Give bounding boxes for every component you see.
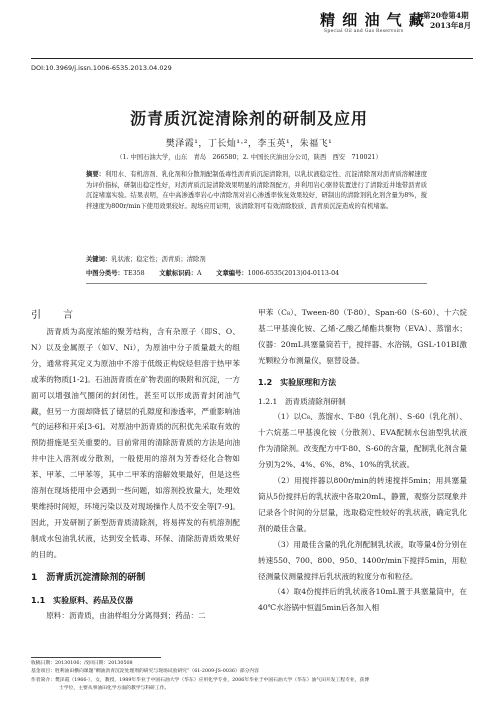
right-column	[258, 305, 467, 616]
issue-volume: 第20卷第4期	[423, 11, 469, 20]
intro-heading: 引 言	[31, 310, 79, 321]
materials-continued: 甲苯（C₈）、Tween-80（T-80）、Span-60（S-60）、十六烷基二甲基溴化铵、乙烯-乙酸乙烯酯共聚物（EVA）、蒸馏水；仪器：20mL具塞量筒若干，搅拌器、水浴锅，GSL-101BI激光颗粒分布测量仪，驱替设备。	[258, 308, 467, 365]
intro-paragraph: 沥青质为高度浓缩的聚芳结构，含有杂原子（即S、O、N）以及金属原子（如V、Ni），为原油中分子质量最大的组分，通常将其定义为原油中不溶于低级正构烷烃但溶于热甲苯或苯的物质[1-2]。石油沥青质在矿物表面的吸附和沉淀，一方面可以增强油气圈闭的封闭性，甚至可以形成沥青封闭油气藏，但另一方面却降低了储层的孔隙度和渗透率，严重影响油气的运移和开采[3-6]。对原油中沥青质的沉积优先采取有效的预防措施是至关重要的。目前常用的清除沥青质的方法是向油井中注入溶剂或分散剂，一般使用的溶剂为芳香烃化合物如苯、甲苯、二甲苯等，其中二甲苯的溶解效果最好，但是这些溶剂在现场使用中会遇到一些问题，如溶剂投放量大，处理效果维持时间短，环境污染以及对现场操作人员不安全等[7-9]。因此，开发研制了新型沥青质清除剂，将易挥发的有机溶剂配制成水包油乳状液，达到安全低毒、环保、清除沥青质效果好的目的。	[31, 327, 240, 559]
step-4: （4）取4份搅拌后的乳状液各10mL置于具塞量筒中，在40℃水浴锅中恒温5min后各加入相	[258, 587, 467, 613]
materials-paragraph: 原料：沥青质，由油样组分分离得到；药品：二	[46, 611, 206, 621]
authors: 樊泽霞¹，丁长灿¹·²，李玉英¹，朱福飞¹	[165, 139, 333, 149]
footnote-author-cont: 士学位，主要从事油田化学方面的教学与科研工作。	[59, 686, 170, 692]
footnote-funding: 基金项目：胜利油田横向课题“稠油沥青沉淀处理剂的研究与现场试验研究”（61-2009-JS-0036）部分内容	[31, 669, 259, 675]
section-1-1-heading: 1.1 实验原料、药品及仪器	[31, 595, 134, 605]
keywords-label: 关键词：	[86, 256, 112, 263]
paper-title: 沥青质沉淀清除剂的研制及应用	[129, 109, 368, 128]
abstract-label: 摘要：	[86, 171, 105, 178]
footnote-author: 作者简介：樊泽霞（1966-），女，教授，1989年毕业于中国石油大学（华东）应用化学专业，2006年毕业于中国石油大学（华东）油气田开发工程专业，获博	[31, 677, 370, 683]
keywords	[86, 254, 427, 263]
footnotes	[31, 660, 474, 694]
journal-logo-text: 精 细 油 气 藏	[320, 11, 425, 29]
abstract-rule	[86, 283, 427, 284]
step-3: （3）用最佳含量的乳化剂配制乳状液，取等量4份分别在转速550、700、800、950、1400r/min下搅拌5min，用粒径测量仪测量搅拌后乳状液的粒度分布和粒径。	[258, 539, 467, 581]
issue-date: 2013年8月	[430, 21, 472, 30]
keywords-text: 乳状液；稳定性；沥青质；清除剂	[111, 256, 206, 263]
doc-code-label: 文献标识码：	[159, 270, 197, 277]
footnote-rule	[31, 657, 161, 658]
abstract	[86, 170, 427, 213]
clc-label: 中图分类号：	[86, 270, 124, 277]
abstract-text: 利用水、有机溶剂、乳化剂和分散剂配制低毒性沥青质沉淀清除剂，以乳状液稳定性、沉淀清除剂对沥青质溶解速度为评价指标，研制出稳定性好，对沥青质沉淀清除效果明显的清除剂配方，并利用岩心驱替装置进行了清除近井地带沥青质沉淀堵塞实验。结果表明，在中高渗透率岩心中清除剂对岩心渗透率恢复效果较好，研制出的清除剂乳化剂含量为8%，搅拌速度为800r/min下使用效果较好。现场应用证明，该清除剂可有效清除胶质、沥青质沉淀造成的有机堵塞。	[86, 171, 428, 211]
section-1-2-1-heading: 1.2.1 沥青质清除剂研制	[258, 396, 346, 406]
journal-logo	[320, 7, 496, 47]
header-rule	[31, 58, 473, 59]
article-no-value: 1006-6535(2013)04-0113-04	[247, 270, 340, 277]
section-1-heading: 1 沥青质沉淀清除剂的研制	[31, 572, 146, 583]
step-2: （2）用搅拌器以800r/min的转速搅拌5min；用具塞量筒从5份搅拌后的乳状液中各取20mL，静置，观察分层现象并记录各个时间的分层量，选取稳定性较好的乳状液，确定乳化剂的最佳含量。	[258, 476, 467, 533]
step-1: （1）以C₈、蒸馏水、T-80（乳化剂）、S-60（乳化剂）、十六烷基二甲基溴化铵（分散剂）、EVA配制水包油型乳状液作为清除剂。改变配方中T-80、S-60的含量，配制乳化剂含量分别为2%、4%、6%、8%、10%的乳状液。	[258, 412, 467, 470]
clc-value: TE358	[123, 270, 145, 277]
doi: DOI:10.3969/j.issn.1006-6535.2013.04.029	[31, 64, 172, 72]
affiliation: （1. 中国石油大学，山东 青岛 266580；2. 中国长庆油田分公司，陕西 西安 710021）	[116, 154, 382, 161]
left-column	[31, 324, 240, 624]
article-no-label: 文章编号：	[216, 270, 248, 277]
section-1-2-heading: 1.2 实验原理和方法	[258, 377, 337, 387]
doc-code-value: A	[197, 270, 202, 277]
footnote-received: 收稿日期：20130106；改回日期：20130508	[31, 661, 133, 666]
journal-logo-subtitle: Special Oil and Gas Reservoirs	[324, 29, 404, 34]
classification-line	[86, 268, 427, 277]
